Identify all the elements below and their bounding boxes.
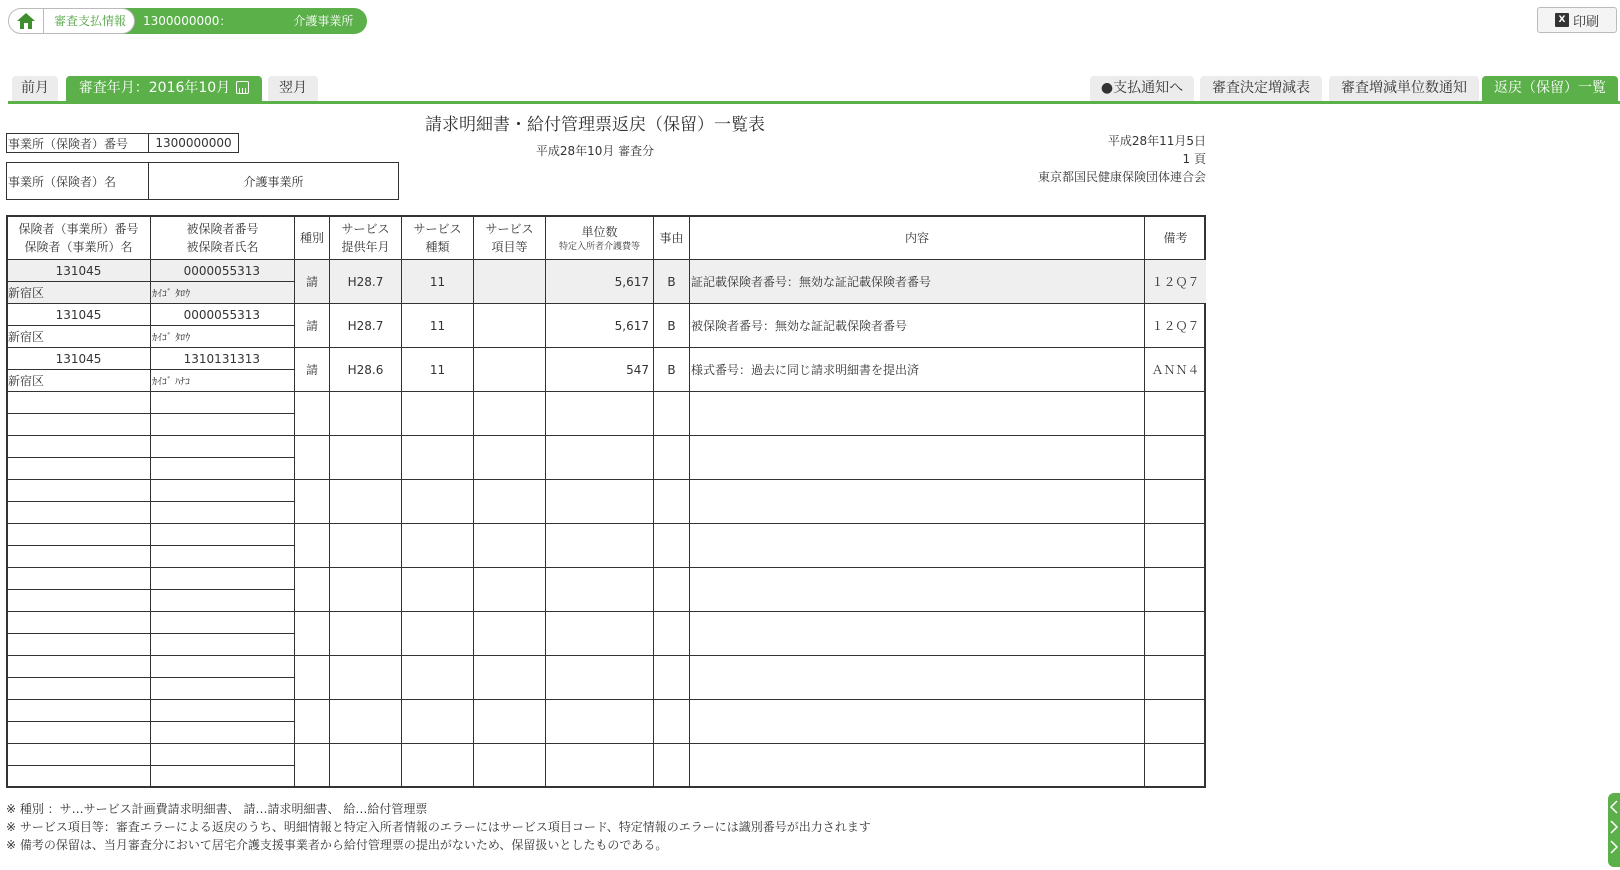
row-2-content-cell <box>689 303 1144 347</box>
row-12-service-ym-cell <box>329 743 401 787</box>
row-5-service-ym-cell <box>329 435 401 479</box>
header-content-label: 内容 <box>904 230 929 245</box>
document-title: 請求明細書・給付管理票返戻（保留）一覧表 <box>425 115 765 135</box>
row-5-insurer-number-cell <box>7 435 150 457</box>
row-6-units-cell <box>545 479 653 523</box>
row-10-insurer-name-cell <box>7 677 150 699</box>
row-11-service-item-cell <box>473 699 545 743</box>
row-4-service-ym-cell <box>329 391 401 435</box>
row-11-insurer-name-cell <box>7 721 150 743</box>
row-5-service-kind-cell <box>401 435 473 479</box>
note-remarks: ※ 備考の保留は、当月審査分において居宅介護支援事業者から給付管理票の提出がないため、保留扱いとしたものである。 <box>6 838 668 852</box>
row-2-insured-number-cell <box>150 303 294 325</box>
row-3-remarks-cell <box>1144 347 1206 391</box>
row-6-service-ym-cell <box>329 479 401 523</box>
row-12-reason-cell <box>653 743 689 787</box>
row-12-type-cell <box>294 743 329 787</box>
row-7-insurer-number-cell <box>7 523 150 545</box>
row-3-content: 様式番号：過去に同じ請求明細書を提出済 <box>691 363 920 377</box>
row-6-service-item-cell <box>473 479 545 523</box>
row-7-remarks-cell <box>1144 523 1206 567</box>
row-5-remarks-cell <box>1144 435 1206 479</box>
row-9-service-kind-cell <box>401 611 473 655</box>
header-type-label: 種別 <box>299 230 324 245</box>
row-4-insured-number-cell <box>150 391 294 413</box>
row-2-remarks-cell <box>1144 303 1206 347</box>
review-month-label: 審査年月：2016年10月 <box>78 80 231 96</box>
row-3-type-cell <box>294 347 329 391</box>
row-1-insured-number: 0000055313 <box>183 263 260 278</box>
row-10-service-item-cell <box>473 655 545 699</box>
row-2-insurer-name: 新宿区 <box>8 330 45 344</box>
row-6-insurer-name-cell <box>7 501 150 523</box>
row-4-reason-cell <box>653 391 689 435</box>
row-8-service-kind-cell <box>401 567 473 611</box>
row-9-service-ym-cell <box>329 611 401 655</box>
row-12-units-cell <box>545 743 653 787</box>
row-6-reason-cell <box>653 479 689 523</box>
header-service-item-line2: 項目等 <box>491 239 528 254</box>
row-3-service-kind-cell <box>401 347 473 391</box>
row-11-insurer-number-cell <box>7 699 150 721</box>
row-7-insurer-name-cell <box>7 545 150 567</box>
row-2-insured-number: 0000055313 <box>183 307 260 322</box>
row-11-insured-number-cell <box>150 699 294 721</box>
row-3-service-ym: H28.6 <box>347 362 384 377</box>
row-5-units-cell <box>545 435 653 479</box>
row-1-insured-name: ｶｲｺﾞ ﾀﾛｳ <box>152 289 191 300</box>
row-2-service-ym-cell <box>329 303 401 347</box>
row-1-service-kind-cell <box>401 259 473 303</box>
row-2-reason-cell <box>653 303 689 347</box>
document-page: 1 頁 <box>1182 152 1206 166</box>
home-icon <box>16 12 36 30</box>
note-type: ※ 種別 ：サ…サービス計画費請求明細書、 請…請求明細書、 給…給付管理票 <box>6 802 428 816</box>
row-10-insured-number-cell <box>150 655 294 677</box>
row-4-remarks-cell <box>1144 391 1206 435</box>
tab-payment-notice[interactable]: ●支払通知へ <box>1090 76 1194 101</box>
row-2-reason: B <box>667 318 676 333</box>
row-1-units: 5,617 <box>614 274 649 289</box>
row-3-reason-cell <box>653 347 689 391</box>
row-3-insurer-name-cell <box>7 369 150 391</box>
row-4-service-kind-cell <box>401 391 473 435</box>
row-11-insured-name-cell <box>150 721 294 743</box>
row-10-type-cell <box>294 655 329 699</box>
row-4-units-cell <box>545 391 653 435</box>
row-7-units-cell <box>545 523 653 567</box>
row-11-reason-cell <box>653 699 689 743</box>
row-2-remarks: １２Ｑ７ <box>1151 319 1200 333</box>
tab-review-month[interactable] <box>66 76 262 101</box>
row-1-insurer-name: 新宿区 <box>8 286 45 300</box>
calendar-icon[interactable] <box>236 81 249 94</box>
row-1-insured-name-cell <box>150 281 294 303</box>
row-5-insurer-name-cell <box>7 457 150 479</box>
row-8-type-cell <box>294 567 329 611</box>
header-remarks-label: 備考 <box>1163 230 1188 245</box>
document-subtitle: 平成28年10月 審査分 <box>535 144 655 158</box>
row-3-insured-name-cell <box>150 369 294 391</box>
row-1-remarks-cell <box>1144 259 1206 303</box>
row-8-units-cell <box>545 567 653 611</box>
row-8-remarks-cell <box>1144 567 1206 611</box>
header-insured-line2: 被保険者氏名 <box>186 239 259 254</box>
row-3-units-cell <box>545 347 653 391</box>
row-6-service-kind-cell <box>401 479 473 523</box>
row-1-service-kind: 11 <box>429 274 446 289</box>
header-reason <box>653 216 689 259</box>
row-11-content-cell <box>689 699 1144 743</box>
row-3-service-item-cell <box>473 347 545 391</box>
row-1-units-cell <box>545 259 653 303</box>
row-3-insurer-name: 新宿区 <box>8 374 45 388</box>
row-5-insured-name-cell <box>150 457 294 479</box>
row-6-insured-name-cell <box>150 501 294 523</box>
row-12-service-item-cell <box>473 743 545 787</box>
chevron-left-icon <box>1608 793 1620 867</box>
row-10-service-ym-cell <box>329 655 401 699</box>
row-1-remarks: １２Ｑ７ <box>1151 275 1200 289</box>
row-11-service-ym-cell <box>329 699 401 743</box>
row-3-reason: B <box>667 362 676 377</box>
row-2-units: 5,617 <box>614 318 649 333</box>
row-7-type-cell <box>294 523 329 567</box>
row-12-insured-name-cell <box>150 765 294 787</box>
row-2-content: 被保険者番号：無効な証記載保険者番号 <box>691 319 908 333</box>
row-5-service-item-cell <box>473 435 545 479</box>
row-5-content-cell <box>689 435 1144 479</box>
row-2-insurer-number: 131045 <box>55 307 102 322</box>
row-10-remarks-cell <box>1144 655 1206 699</box>
header-service-ym-line2: 提供年月 <box>341 239 390 254</box>
office-number-value: 1300000000 <box>155 136 232 150</box>
header-units <box>545 216 653 259</box>
row-3-insurer-number: 131045 <box>55 351 102 366</box>
row-3-type: 請 <box>305 363 318 377</box>
row-9-service-item-cell <box>473 611 545 655</box>
row-6-content-cell <box>689 479 1144 523</box>
print-button[interactable] <box>1537 7 1617 33</box>
header-service-ym <box>329 216 401 259</box>
header-insured-line1: 被保険者番号 <box>186 221 259 236</box>
print-label: 印刷 <box>1572 14 1599 30</box>
row-11-remarks-cell <box>1144 699 1206 743</box>
row-2-service-kind-cell <box>401 303 473 347</box>
row-3-service-kind: 11 <box>429 362 446 377</box>
row-3-service-ym-cell <box>329 347 401 391</box>
row-9-type-cell <box>294 611 329 655</box>
breadcrumb-section[interactable]: 審査支払情報 <box>40 8 135 34</box>
row-1-service-item-cell <box>473 259 545 303</box>
header-insurer <box>7 216 150 259</box>
row-7-service-item-cell <box>473 523 545 567</box>
row-2-insurer-name-cell <box>7 325 150 347</box>
row-2-service-ym: H28.7 <box>347 318 384 333</box>
row-3-remarks: ＡＮＮ４ <box>1151 363 1200 377</box>
row-9-units-cell <box>545 611 653 655</box>
row-12-service-kind-cell <box>401 743 473 787</box>
row-8-insured-number-cell <box>150 567 294 589</box>
office-name-value: 介護事業所 <box>243 174 304 189</box>
row-4-insurer-name-cell <box>7 413 150 435</box>
tab-prev-month[interactable]: 前月 <box>12 76 58 101</box>
row-11-units-cell <box>545 699 653 743</box>
row-1-insured-number-cell <box>150 259 294 281</box>
row-9-reason-cell <box>653 611 689 655</box>
row-1-insurer-name-cell <box>7 281 150 303</box>
row-2-service-kind: 11 <box>429 318 446 333</box>
tab-underline <box>8 101 1620 104</box>
row-4-insured-name-cell <box>150 413 294 435</box>
row-6-remarks-cell <box>1144 479 1206 523</box>
header-type <box>294 216 329 259</box>
row-2-insurer-number-cell <box>7 303 150 325</box>
document-issuer: 東京都国民健康保険団体連合会 <box>1037 170 1206 184</box>
return-list-table <box>6 215 1206 788</box>
header-units-line1: 単位数 <box>581 224 618 239</box>
row-7-insured-name-cell <box>150 545 294 567</box>
row-6-type-cell <box>294 479 329 523</box>
breadcrumb-office <box>121 8 367 34</box>
row-3-insurer-number-cell <box>7 347 150 369</box>
office-number-label: 事業所（保険者）番号 <box>7 134 149 152</box>
row-2-units-cell <box>545 303 653 347</box>
document-date: 平成28年11月5日 <box>1107 134 1206 148</box>
row-2-service-item-cell <box>473 303 545 347</box>
row-10-service-kind-cell <box>401 655 473 699</box>
header-content <box>689 216 1144 259</box>
note-service-item: ※ サービス項目等：審査エラーによる返戻のうち、明細情報と特定入所者情報のエラーにはサービス項目コード、特定情報のエラーには識別番号が出力されます <box>6 820 871 834</box>
header-remarks <box>1144 216 1206 259</box>
row-11-service-kind-cell <box>401 699 473 743</box>
row-9-remarks-cell <box>1144 611 1206 655</box>
row-7-content-cell <box>689 523 1144 567</box>
row-5-type-cell <box>294 435 329 479</box>
row-9-insured-number-cell <box>150 611 294 633</box>
row-1-reason: B <box>667 274 676 289</box>
row-10-content-cell <box>689 655 1144 699</box>
row-6-insurer-number-cell <box>7 479 150 501</box>
row-12-insurer-number-cell <box>7 743 150 765</box>
side-panel-toggle[interactable] <box>1608 793 1620 867</box>
row-2-insured-name: ｶｲｺﾞ ﾀﾛｳ <box>152 333 191 344</box>
office-number-box <box>6 133 239 153</box>
header-service-ym-line1: サービス <box>341 221 390 236</box>
tab-decision-change[interactable]: 審査決定増減表 <box>1200 76 1322 101</box>
row-2-insured-name-cell <box>150 325 294 347</box>
row-4-type-cell <box>294 391 329 435</box>
row-1-reason-cell <box>653 259 689 303</box>
row-10-reason-cell <box>653 655 689 699</box>
row-12-content-cell <box>689 743 1144 787</box>
header-service-item-line1: サービス <box>485 221 534 236</box>
header-service-kind-line1: サービス <box>413 221 462 236</box>
row-12-insurer-name-cell <box>7 765 150 787</box>
row-12-remarks-cell <box>1144 743 1206 787</box>
row-4-content-cell <box>689 391 1144 435</box>
row-10-insured-name-cell <box>150 677 294 699</box>
row-1-service-ym-cell <box>329 259 401 303</box>
row-10-insurer-number-cell <box>7 655 150 677</box>
row-2-type-cell <box>294 303 329 347</box>
row-1-type-cell <box>294 259 329 303</box>
header-units-line2: 特定入所者介護費等 <box>558 241 640 252</box>
office-name-box <box>6 162 399 200</box>
header-service-kind <box>401 216 473 259</box>
row-8-content-cell <box>689 567 1144 611</box>
row-9-insurer-name-cell <box>7 633 150 655</box>
header-service-item <box>473 216 545 259</box>
row-1-service-ym: H28.7 <box>347 274 384 289</box>
tab-next-month[interactable]: 翌月 <box>268 76 318 101</box>
row-1-insurer-number: 131045 <box>55 263 102 278</box>
row-1-content-cell <box>689 259 1144 303</box>
notes <box>6 800 871 854</box>
office-name-label: 事業所（保険者）名 <box>7 163 149 199</box>
excel-icon: X <box>1555 13 1569 27</box>
row-8-insurer-name-cell <box>7 589 150 611</box>
home-button[interactable] <box>8 8 44 34</box>
row-4-service-item-cell <box>473 391 545 435</box>
row-12-insured-number-cell <box>150 743 294 765</box>
row-7-service-ym-cell <box>329 523 401 567</box>
breadcrumb <box>8 8 367 34</box>
row-5-insured-number-cell <box>150 435 294 457</box>
row-8-reason-cell <box>653 567 689 611</box>
row-4-insurer-number-cell <box>7 391 150 413</box>
row-9-insured-name-cell <box>150 633 294 655</box>
row-9-insurer-number-cell <box>7 611 150 633</box>
row-7-service-kind-cell <box>401 523 473 567</box>
header-service-kind-line2: 種類 <box>425 239 450 254</box>
row-3-insured-number: 1310131313 <box>183 351 260 366</box>
row-3-content-cell <box>689 347 1144 391</box>
row-10-units-cell <box>545 655 653 699</box>
row-9-content-cell <box>689 611 1144 655</box>
tab-unit-change-notice[interactable]: 審査増減単位数通知 <box>1329 76 1479 101</box>
row-8-service-item-cell <box>473 567 545 611</box>
row-1-type: 請 <box>305 275 318 289</box>
row-3-insured-number-cell <box>150 347 294 369</box>
header-insured <box>150 216 294 259</box>
row-5-reason-cell <box>653 435 689 479</box>
row-2-type: 請 <box>305 319 318 333</box>
row-7-insured-number-cell <box>150 523 294 545</box>
row-11-type-cell <box>294 699 329 743</box>
row-7-reason-cell <box>653 523 689 567</box>
row-3-units: 547 <box>626 362 649 377</box>
row-8-service-ym-cell <box>329 567 401 611</box>
row-1-insurer-number-cell <box>7 259 150 281</box>
header-insurer-line2: 保険者（事業所）名 <box>24 239 133 254</box>
header-reason-label: 事由 <box>659 230 684 245</box>
row-8-insurer-number-cell <box>7 567 150 589</box>
breadcrumb-office-number: 1300000000： <box>143 14 232 28</box>
tab-return-list[interactable]: 返戻（保留）一覧 <box>1482 76 1618 101</box>
row-1-content: 証記載保険者番号：無効な証記載保険者番号 <box>691 275 932 289</box>
row-3-insured-name: ｶｲｺﾞ ﾊﾅｺ <box>152 377 191 388</box>
breadcrumb-office-name: 介護事業所 <box>293 14 354 28</box>
row-8-insured-name-cell <box>150 589 294 611</box>
row-6-insured-number-cell <box>150 479 294 501</box>
header-insurer-line1: 保険者（事業所）番号 <box>18 221 139 236</box>
